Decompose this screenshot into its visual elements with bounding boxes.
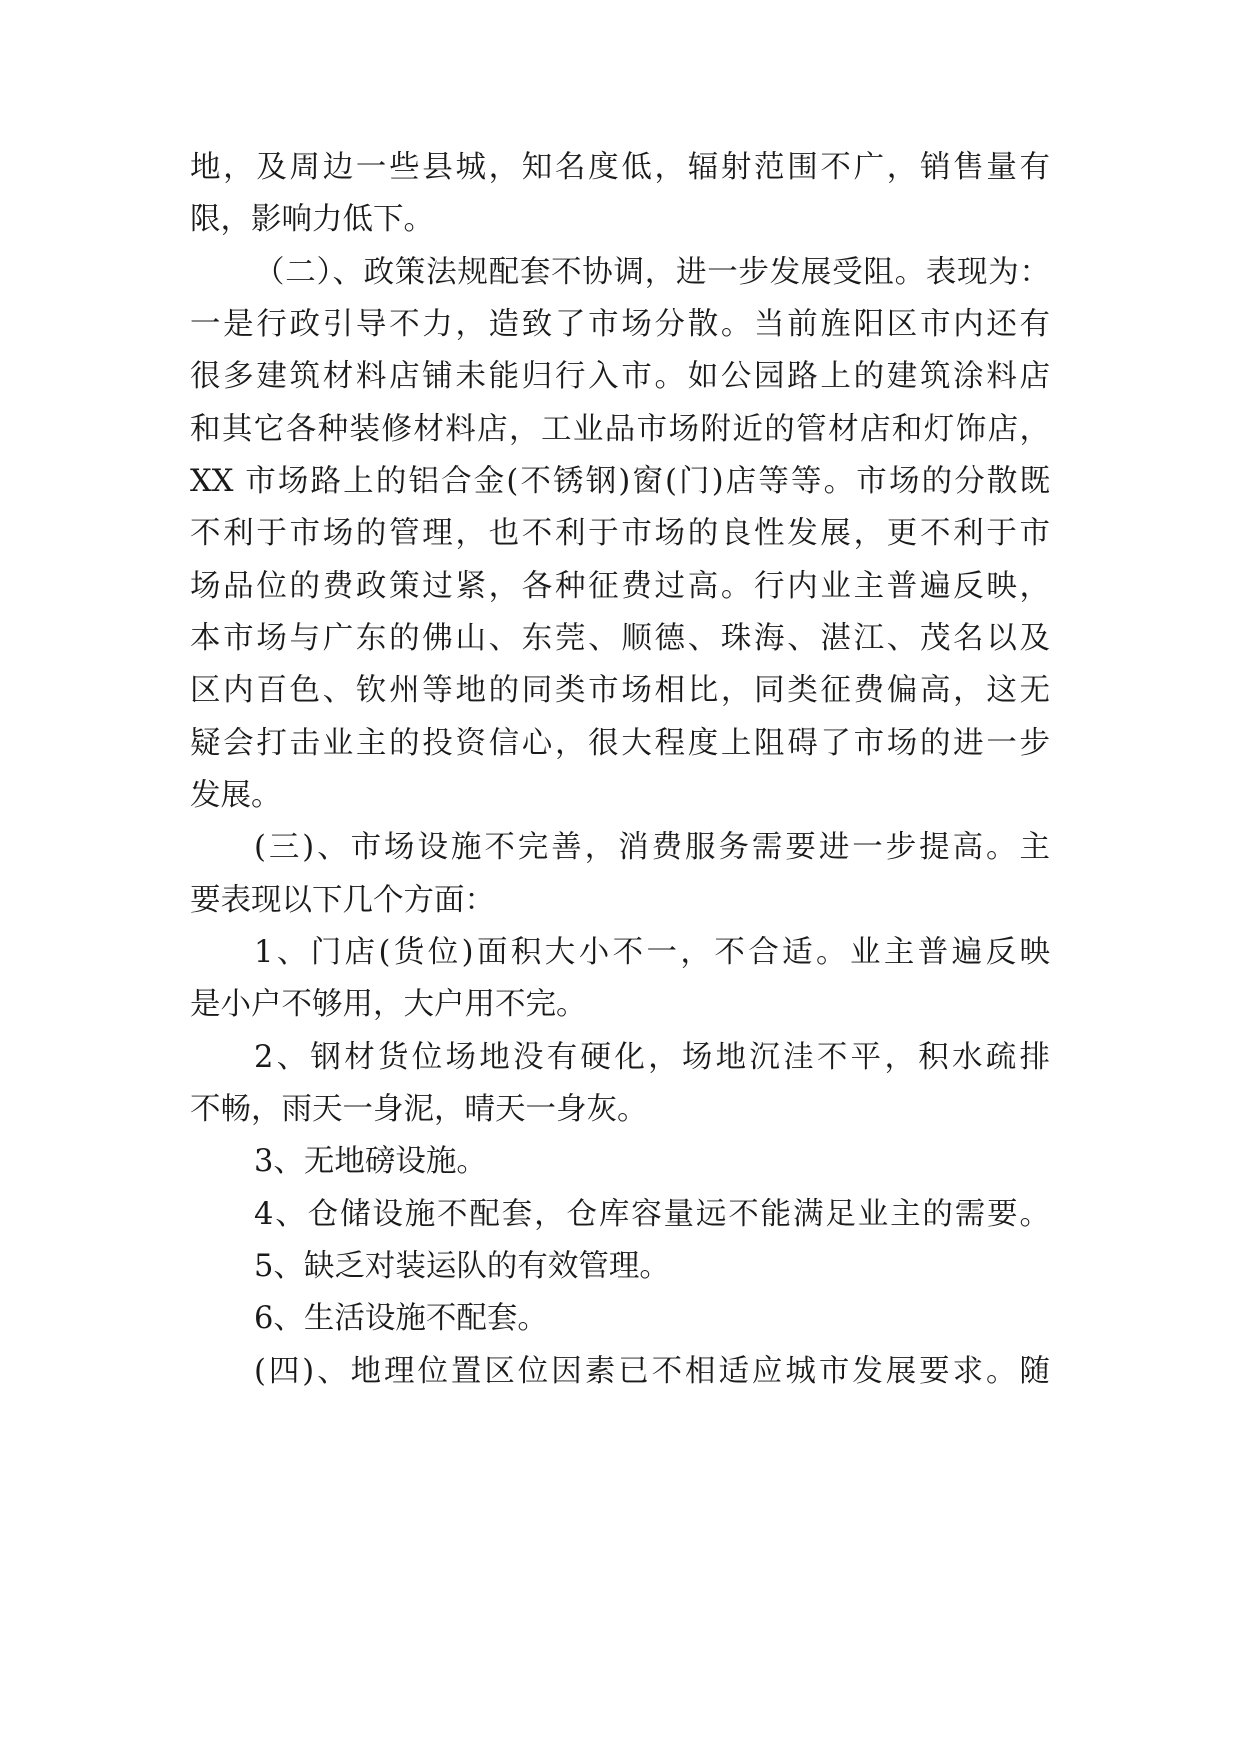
- list-item: 1、门店(货位)面积大小不一，不合适。业主普遍反映: [254, 935, 1050, 970]
- text-line: 一是行政引导不力，造致了市场分散。当前旌阳区市内还有: [190, 307, 1050, 342]
- text-line: 是小户不够用，大户用不完。: [190, 987, 587, 1022]
- text-line: 疑会打击业主的投资信心，很大程度上阻碍了市场的进一步: [190, 726, 1050, 761]
- text-line: 不利于市场的管理，也不利于市场的良性发展，更不利于市: [190, 516, 1050, 551]
- text-line: 场品位的费政策过紧，各种征费过高。行内业主普遍反映，: [190, 569, 1050, 604]
- text-line: 地，及周边一些县城，知名度低，辐射范围不广，销售量有: [190, 150, 1050, 185]
- text-line: 本市场与广东的佛山、东莞、顺德、珠海、湛江、茂名以及: [190, 621, 1050, 656]
- text-line: 不畅，雨天一身泥，晴天一身灰。: [190, 1092, 648, 1127]
- list-item: 5、缺乏对装运队的有效管理。: [254, 1249, 670, 1284]
- text-line: 要表现以下几个方面：: [190, 883, 495, 918]
- list-item: 4、仓储设施不配套，仓库容量远不能满足业主的需要。: [254, 1197, 1050, 1232]
- section-heading: （二）、政策法规配套不协调，进一步发展受阻。表现为：: [254, 255, 1050, 290]
- text-line: 限，影响力低下。: [190, 202, 434, 237]
- list-item: 3、无地磅设施。: [254, 1144, 487, 1179]
- list-item: 6、生活设施不配套。: [254, 1301, 548, 1336]
- list-item: 2、钢材货位场地没有硬化，场地沉洼不平，积水疏排: [254, 1040, 1050, 1075]
- text-line: XX 市场路上的铝合金(不锈钢)窗(门)店等等。市场的分散既: [190, 464, 1050, 499]
- section-heading: (三)、市场设施不完善，消费服务需要进一步提高。主: [254, 830, 1050, 865]
- text-line: 很多建筑材料店铺未能归行入市。如公园路上的建筑涂料店: [190, 359, 1050, 394]
- section-heading: (四)、地理位置区位因素已不相适应城市发展要求。随: [254, 1354, 1050, 1389]
- text-line: 发展。: [190, 778, 282, 813]
- text-line: 区内百色、钦州等地的同类市场相比，同类征费偏高，这无: [190, 673, 1050, 708]
- text-line: 和其它各种装修材料店，工业品市场附近的管材店和灯饰店，: [190, 412, 1050, 447]
